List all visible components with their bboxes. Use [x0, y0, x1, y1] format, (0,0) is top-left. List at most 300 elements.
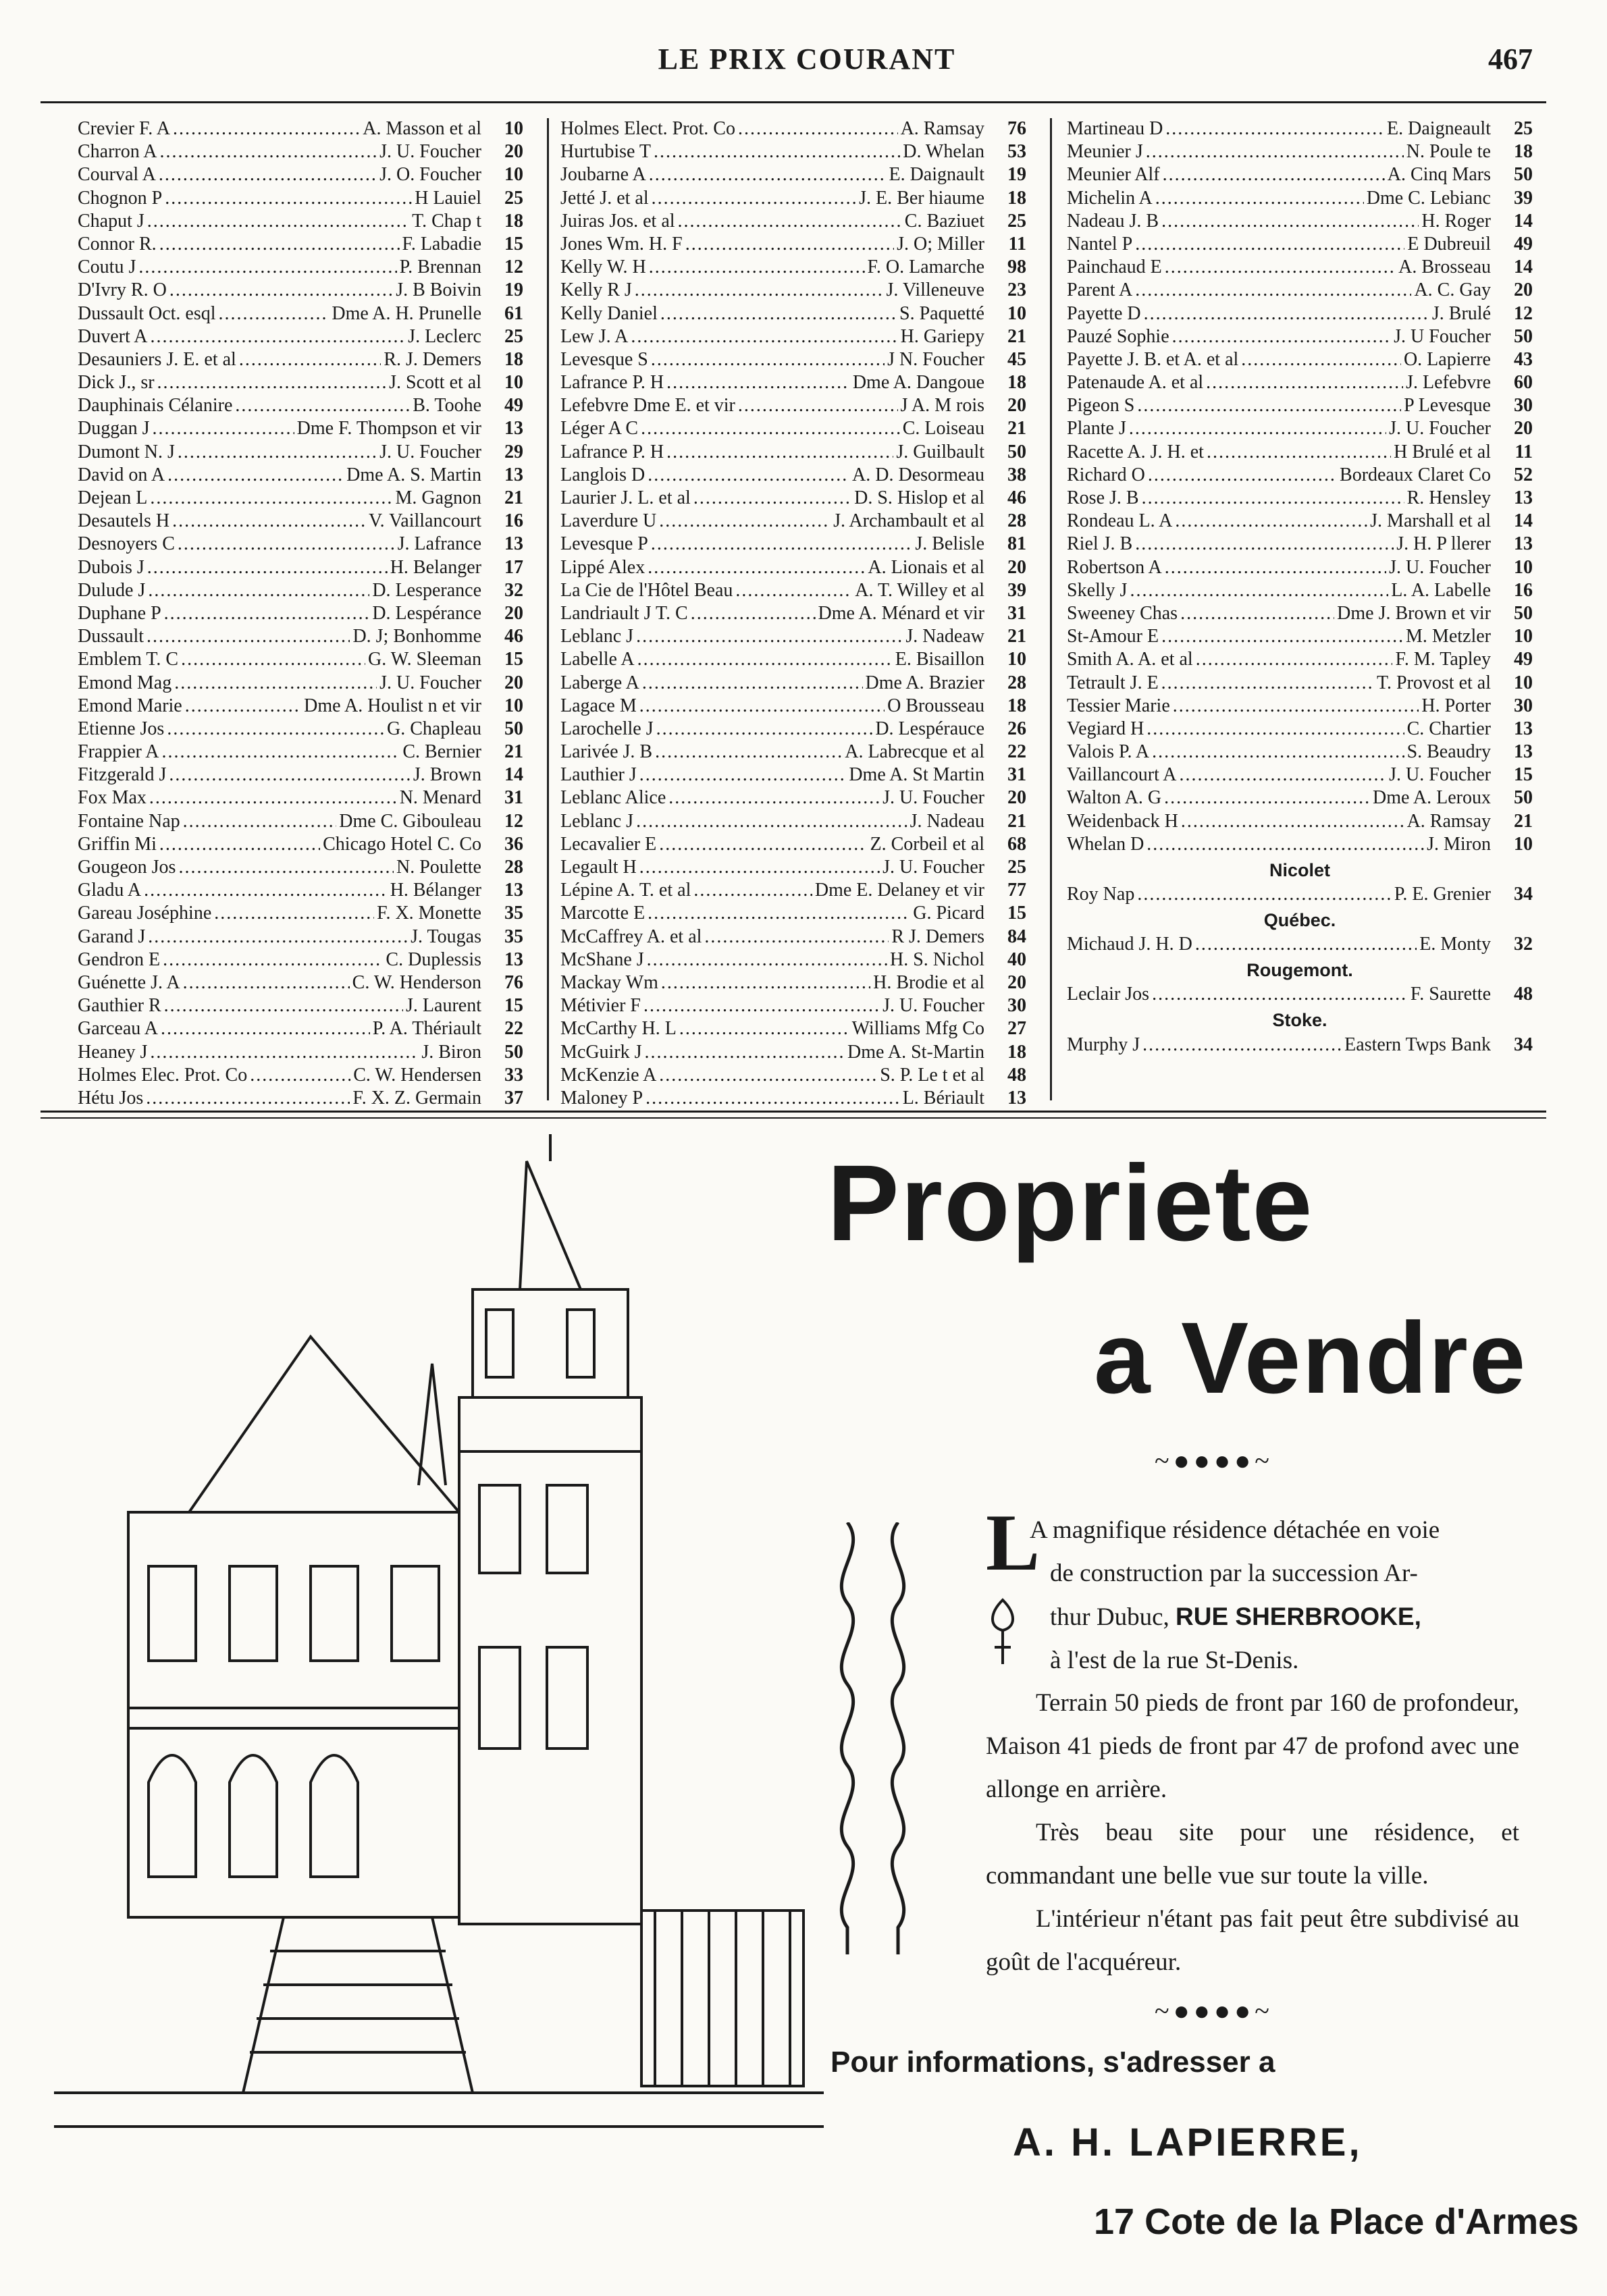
amount: 76 — [504, 971, 523, 993]
creditor-name: J. U. Foucher — [1389, 764, 1491, 786]
debtor-name: Murphy J — [1067, 1034, 1140, 1055]
amount: 61 — [504, 302, 523, 324]
judgment-row — [1067, 464, 1533, 487]
debtor-name: Rose J. B — [1067, 487, 1139, 508]
leader-dots — [157, 372, 387, 394]
amount: 18 — [1007, 695, 1026, 716]
amount: 14 — [1514, 210, 1533, 232]
creditor-name: J. Tougas — [411, 926, 481, 947]
creditor-name: S. P. Le t et al — [880, 1064, 984, 1086]
debtor-name: Maloney P — [560, 1087, 643, 1109]
amount: 98 — [1007, 257, 1026, 278]
judgment-row — [1067, 718, 1533, 741]
amount: 15 — [504, 233, 523, 255]
creditor-name: P. Brennan — [399, 257, 481, 278]
creditor-name: A. D. Desormeau — [852, 464, 984, 485]
judgment-row — [1067, 349, 1533, 372]
debtor-name: Nantel P — [1067, 233, 1133, 255]
debtor-name: Michelin A — [1067, 187, 1153, 209]
amount: 50 — [504, 1041, 523, 1063]
judgment-row — [560, 234, 1026, 257]
debtor-name: Kelly W. H — [560, 257, 646, 278]
leader-dots — [150, 326, 405, 348]
leader-dots — [659, 1065, 877, 1086]
leader-dots — [169, 764, 410, 786]
creditor-name: H. Roger — [1421, 210, 1491, 232]
creditor-name: Dme C. Gibouleau — [339, 810, 481, 832]
leader-dots — [183, 811, 337, 832]
judgment-row — [1067, 188, 1533, 211]
amount: 10 — [1007, 649, 1026, 670]
creditor-name: S. Paquetté — [899, 302, 984, 324]
judgment-row — [560, 464, 1026, 487]
judgment-row — [78, 718, 523, 741]
leader-dots — [651, 533, 912, 555]
leader-dots — [635, 279, 884, 301]
debtor-name: Leclair Jos — [1067, 984, 1150, 1005]
amount: 25 — [1007, 210, 1026, 232]
judgment-row — [78, 741, 523, 764]
judgment-row — [78, 903, 523, 926]
leader-dots — [1180, 764, 1387, 786]
ad-line — [1050, 1595, 1523, 1639]
creditor-name: B. Toohe — [413, 395, 481, 417]
debtor-name: D'Ivry R. O — [78, 279, 167, 301]
amount: 20 — [504, 141, 523, 163]
creditor-name: A. Cinq Mars — [1387, 164, 1491, 186]
leader-dots — [738, 395, 898, 417]
amount: 21 — [1514, 810, 1533, 832]
column-divider — [1050, 118, 1052, 1100]
amount: 15 — [504, 649, 523, 670]
judgment-row — [560, 857, 1026, 880]
judgment-row — [78, 1088, 523, 1111]
judgment-row — [560, 372, 1026, 395]
judgment-row — [560, 811, 1026, 834]
judgments-column-2 — [560, 118, 1026, 1111]
debtor-name: Larivée J. B — [560, 741, 653, 763]
amount: 50 — [504, 718, 523, 739]
leader-dots — [649, 257, 865, 278]
creditor-name: J. Archambault et al — [833, 510, 984, 532]
creditor-name: H. Bélanger — [390, 880, 481, 901]
judgments-column-1 — [78, 118, 523, 1111]
creditor-name: C. Loiseau — [902, 418, 984, 439]
city-heading: Rougemont. — [1246, 959, 1353, 980]
leader-dots — [636, 626, 903, 647]
debtor-name: Lew J. A — [560, 325, 629, 347]
ad-line: à l'est de la rue St-Denis. — [1050, 1647, 1299, 1674]
amount: 30 — [1514, 395, 1533, 417]
amount: 10 — [1514, 626, 1533, 647]
amount: 60 — [1514, 372, 1533, 394]
amount: 50 — [1007, 441, 1026, 462]
city-heading: Nicolet — [1269, 859, 1331, 880]
leader-dots — [178, 533, 395, 555]
amount: 11 — [1008, 233, 1026, 255]
amount: 33 — [504, 1064, 523, 1086]
leader-dots — [173, 118, 360, 140]
creditor-name: R. J. Demers — [384, 348, 481, 370]
amount: 49 — [1514, 233, 1533, 255]
scroll-ornament-icon — [878, 1522, 918, 1954]
leader-dots — [219, 303, 330, 325]
judgment-row — [560, 1018, 1026, 1041]
judgment-row — [560, 418, 1026, 441]
fleuron-icon — [982, 1593, 1023, 1667]
judgment-row — [78, 811, 523, 834]
leader-dots — [147, 557, 388, 579]
ad-title-line1: Propriete — [827, 1142, 1314, 1263]
amount: 17 — [504, 556, 523, 578]
ornament-divider: ~●●●●~ — [1155, 1996, 1273, 2026]
leader-dots — [1129, 418, 1386, 439]
judgment-row — [78, 603, 523, 626]
creditor-name: Bordeaux Claret Co — [1340, 464, 1491, 485]
leader-dots — [631, 326, 897, 348]
leader-dots — [164, 603, 370, 624]
judgment-row — [78, 557, 523, 580]
leader-dots — [159, 234, 400, 255]
amount: 14 — [1514, 257, 1533, 278]
judgment-row — [78, 303, 523, 326]
leader-dots — [1181, 811, 1404, 832]
amount: 13 — [504, 880, 523, 901]
creditor-name: J. Laurent — [406, 995, 481, 1017]
debtor-name: Griffin Mi — [78, 833, 157, 855]
amount: 31 — [504, 787, 523, 809]
creditor-name: P Levesque — [1404, 395, 1491, 417]
ad-paragraph-3: Très beau site pour une résidence, et commandant une belle vue sur toute la ville. — [986, 1819, 1519, 1890]
amount: 10 — [1514, 556, 1533, 578]
creditor-name: H. Belanger — [390, 556, 481, 578]
creditor-name: J. Marshall et al — [1370, 510, 1491, 532]
leader-dots — [659, 510, 831, 532]
judgment-row — [78, 279, 523, 302]
ad-paragraph-1 — [1030, 1509, 1519, 1552]
judgment-row — [560, 257, 1026, 279]
debtor-name: Larochelle J — [560, 718, 654, 739]
amount: 16 — [1514, 579, 1533, 601]
leader-dots — [735, 580, 852, 602]
creditor-name: D. Lespérauce — [875, 718, 984, 739]
amount: 18 — [504, 348, 523, 370]
debtor-name: Fitzgerald J — [78, 764, 167, 786]
judgments-column-3 — [1067, 118, 1533, 1057]
debtor-name: Lafrance P. H — [560, 441, 664, 462]
leader-dots — [648, 903, 910, 924]
judgment-row — [1067, 141, 1533, 164]
creditor-name: Chicago Hotel C. Co — [323, 833, 481, 855]
judgment-row — [78, 626, 523, 649]
amount: 50 — [1514, 164, 1533, 186]
judgment-row — [560, 834, 1026, 857]
judgment-row — [1067, 884, 1533, 907]
leader-dots — [1137, 395, 1401, 417]
debtor-name: Guénette J. A — [78, 971, 180, 993]
creditor-name: Eastern Twps Bank — [1344, 1034, 1491, 1055]
leader-dots — [183, 972, 350, 994]
creditor-name: R. Hensley — [1406, 487, 1491, 508]
leader-dots — [643, 995, 880, 1017]
debtor-name: Crevier F. A — [78, 118, 170, 139]
judgment-row — [1067, 395, 1533, 418]
creditor-name: O. Lapierre — [1403, 348, 1491, 370]
leader-dots — [660, 303, 897, 325]
creditor-name: J. Biron — [421, 1041, 481, 1063]
debtor-name: Lefebvre Dme E. et vir — [560, 395, 735, 417]
leader-dots — [678, 211, 902, 232]
amount: 28 — [1007, 510, 1026, 532]
judgment-row — [560, 1065, 1026, 1088]
debtor-name: Charron A — [78, 141, 157, 163]
amount: 34 — [1514, 884, 1533, 905]
debtor-name: Frappier A — [78, 741, 159, 763]
creditor-name: A. Ramsay — [1406, 810, 1491, 832]
creditor-name: R J. Demers — [891, 926, 984, 947]
leader-dots — [159, 164, 377, 186]
judgment-row — [1067, 418, 1533, 441]
creditor-name: Dme J. Brown et vir — [1337, 602, 1491, 624]
amount: 20 — [504, 672, 523, 693]
leader-dots — [1196, 649, 1393, 670]
creditor-name: G. Chapleau — [387, 718, 481, 739]
creditor-name: F. Labadie — [402, 233, 481, 255]
debtor-name: Laverdure U — [560, 510, 657, 532]
amount: 13 — [1514, 533, 1533, 555]
creditor-name: A. T. Willey et al — [855, 579, 984, 601]
creditor-name: J. U. Foucher — [1389, 418, 1491, 439]
debtor-name: Vaillancourt A — [1067, 764, 1177, 786]
leader-dots — [150, 1042, 419, 1063]
judgment-row — [1067, 834, 1533, 857]
amount: 39 — [1007, 579, 1026, 601]
debtor-name: Patenaude A. et al — [1067, 372, 1204, 394]
debtor-name: Meunier Alf — [1067, 164, 1160, 186]
leader-dots — [162, 741, 400, 763]
debtor-name: Payette J. B. et A. et al — [1067, 348, 1239, 370]
amount: 37 — [504, 1087, 523, 1109]
judgment-row — [1067, 211, 1533, 234]
debtor-name: Holmes Elect. Prot. Co — [560, 118, 735, 139]
amount: 13 — [504, 464, 523, 485]
amount: 15 — [1007, 903, 1026, 924]
leader-dots — [1147, 718, 1404, 740]
drop-cap: L — [986, 1497, 1040, 1587]
leader-dots — [1152, 984, 1408, 1005]
amount: 32 — [1514, 934, 1533, 955]
debtor-name: Gauthier R — [78, 995, 161, 1017]
leader-dots — [641, 418, 900, 439]
leader-dots — [648, 557, 865, 579]
leader-dots — [235, 395, 410, 417]
debtor-name: Laberge A — [560, 672, 639, 693]
amount: 20 — [1514, 279, 1533, 301]
leader-dots — [1173, 695, 1419, 717]
amount: 22 — [504, 1018, 523, 1040]
judgment-row — [1067, 164, 1533, 187]
leader-dots — [148, 926, 408, 948]
creditor-name: D. J; Bonhomme — [352, 626, 481, 647]
judgment-row — [560, 626, 1026, 649]
creditor-name: Williams Mfg Co — [851, 1018, 984, 1040]
journal-title: LE PRIX COURANT — [658, 43, 956, 76]
debtor-name: Lagace M — [560, 695, 637, 716]
creditor-name: T. Chap t — [412, 210, 481, 232]
ad-line-part: thur Dubuc, — [1050, 1603, 1176, 1631]
creditor-name: Z. Corbeil et al — [870, 833, 984, 855]
debtor-name: Dick J., sr — [78, 372, 155, 394]
debtor-name: Dulude J — [78, 579, 146, 601]
creditor-name: P. E. Grenier — [1394, 884, 1491, 905]
amount: 28 — [504, 857, 523, 878]
judgment-row — [78, 995, 523, 1018]
judgment-row — [560, 326, 1026, 349]
amount: 15 — [504, 995, 523, 1017]
debtor-name: La Cie de l'Hôtel Beau — [560, 579, 733, 601]
creditor-name: J. Belisle — [915, 533, 984, 555]
creditor-name: V. Vaillancourt — [369, 510, 481, 532]
leader-dots — [651, 349, 885, 371]
leader-dots — [1146, 141, 1404, 163]
judgment-row — [78, 487, 523, 510]
debtor-name: Weidenback H — [1067, 810, 1178, 832]
leader-dots — [159, 141, 377, 163]
judgment-row — [78, 211, 523, 234]
debtor-name: Dussault Oct. esql — [78, 302, 216, 324]
creditor-name: H. Porter — [1421, 695, 1491, 716]
judgment-row — [1067, 533, 1533, 556]
judgment-row — [78, 395, 523, 418]
judgment-row — [1067, 649, 1533, 672]
judgment-row — [78, 188, 523, 211]
debtor-name: Lépine A. T. et al — [560, 880, 691, 901]
creditor-name: Dme A. Ménard et vir — [818, 602, 984, 624]
header-rule — [41, 101, 1546, 103]
debtor-name: Kelly R J — [560, 279, 632, 301]
judgment-row — [560, 764, 1026, 787]
amount: 21 — [1007, 325, 1026, 347]
leader-dots — [178, 442, 377, 463]
creditor-name: T. Provost et al — [1376, 672, 1491, 693]
creditor-name: J. Nadeaw — [905, 626, 984, 647]
amount: 18 — [1514, 141, 1533, 163]
city-heading: Québec. — [1263, 909, 1336, 930]
leader-dots — [639, 764, 847, 786]
amount: 20 — [1007, 787, 1026, 809]
amount: 18 — [504, 210, 523, 232]
creditor-name: C. W. Henderson — [352, 971, 481, 993]
creditor-name: L. Bériault — [902, 1087, 984, 1109]
amount: 21 — [1007, 418, 1026, 439]
judgment-row — [78, 880, 523, 903]
creditor-name: J. Lafrance — [397, 533, 481, 555]
judgment-row — [560, 603, 1026, 626]
judgment-row — [78, 926, 523, 949]
debtor-name: Vegiard H — [1067, 718, 1144, 739]
judgment-row — [560, 557, 1026, 580]
amount: 36 — [504, 833, 523, 855]
amount: 13 — [1007, 1087, 1026, 1109]
leader-dots — [659, 834, 867, 855]
creditor-name: J. U. Foucher — [882, 857, 984, 878]
leader-dots — [150, 487, 392, 509]
amount: 10 — [504, 164, 523, 186]
creditor-name: E. Monty — [1419, 934, 1491, 955]
creditor-name: C. Duplessis — [386, 949, 481, 970]
amount: 84 — [1007, 926, 1026, 947]
leader-dots — [1161, 211, 1419, 232]
judgment-row — [560, 995, 1026, 1018]
leader-dots — [639, 695, 885, 717]
debtor-name: Riel J. B — [1067, 533, 1133, 555]
leader-dots — [146, 1088, 350, 1109]
amount: 10 — [1514, 672, 1533, 693]
judgment-row — [1067, 695, 1533, 718]
creditor-name: A. Brosseau — [1398, 257, 1491, 278]
creditor-name: J. Brown — [413, 764, 481, 786]
judgment-row — [560, 510, 1026, 533]
debtor-name: Fox Max — [78, 787, 147, 809]
leader-dots — [655, 741, 842, 763]
creditor-name: J N. Foucher — [887, 348, 984, 370]
amount: 21 — [1007, 626, 1026, 647]
creditor-name: J. Scott et al — [389, 372, 481, 394]
debtor-name: Levesque S — [560, 348, 648, 370]
judgment-row — [560, 533, 1026, 556]
leader-dots — [661, 972, 870, 994]
contact-name: A. H. LAPIERRE, — [1013, 2120, 1363, 2164]
debtor-name: Dubois J — [78, 556, 144, 578]
judgment-row — [78, 580, 523, 603]
debtor-name: Léger A C — [560, 418, 639, 439]
creditor-name: Dme A. Brazier — [865, 672, 984, 693]
amount: 68 — [1007, 833, 1026, 855]
debtor-name: St-Amour E — [1067, 626, 1159, 647]
debtor-name: Walton A. G — [1067, 787, 1162, 809]
amount: 40 — [1007, 949, 1026, 970]
debtor-name: Gougeon Jos — [78, 857, 176, 878]
amount: 13 — [504, 949, 523, 970]
leader-dots — [1144, 303, 1429, 325]
leader-dots — [1180, 603, 1334, 624]
leader-dots — [1165, 257, 1396, 278]
debtor-name: Gladu A — [78, 880, 142, 901]
leader-dots — [648, 464, 849, 486]
creditor-name: S. Beaudry — [1406, 741, 1491, 763]
amount: 49 — [1514, 649, 1533, 670]
creditor-name: A. Ramsay — [900, 118, 984, 139]
amount: 45 — [1007, 348, 1026, 370]
amount: 18 — [1007, 372, 1026, 394]
leader-dots — [181, 649, 365, 670]
debtor-name: Mackay Wm — [560, 971, 658, 993]
creditor-name: J. Leclerc — [408, 325, 481, 347]
debtor-name: Labelle A — [560, 649, 635, 670]
leader-dots — [1152, 741, 1404, 763]
judgment-row — [78, 649, 523, 672]
building-engraving — [54, 1134, 824, 2275]
judgment-row — [560, 903, 1026, 926]
leader-dots — [1163, 164, 1385, 186]
leader-dots — [642, 672, 863, 694]
ad-paragraph-2: Terrain 50 pieds de front par 160 de profondeur, Maison 41 pieds de front par 47 de profond avec une allonge en arrière. — [986, 1689, 1519, 1803]
leader-dots — [1155, 188, 1364, 209]
creditor-name: H. Gariepy — [900, 325, 984, 347]
creditor-name: J. E. Ber hiaume — [859, 187, 984, 209]
amount: 77 — [1007, 880, 1026, 901]
debtor-name: David on A — [78, 464, 165, 485]
